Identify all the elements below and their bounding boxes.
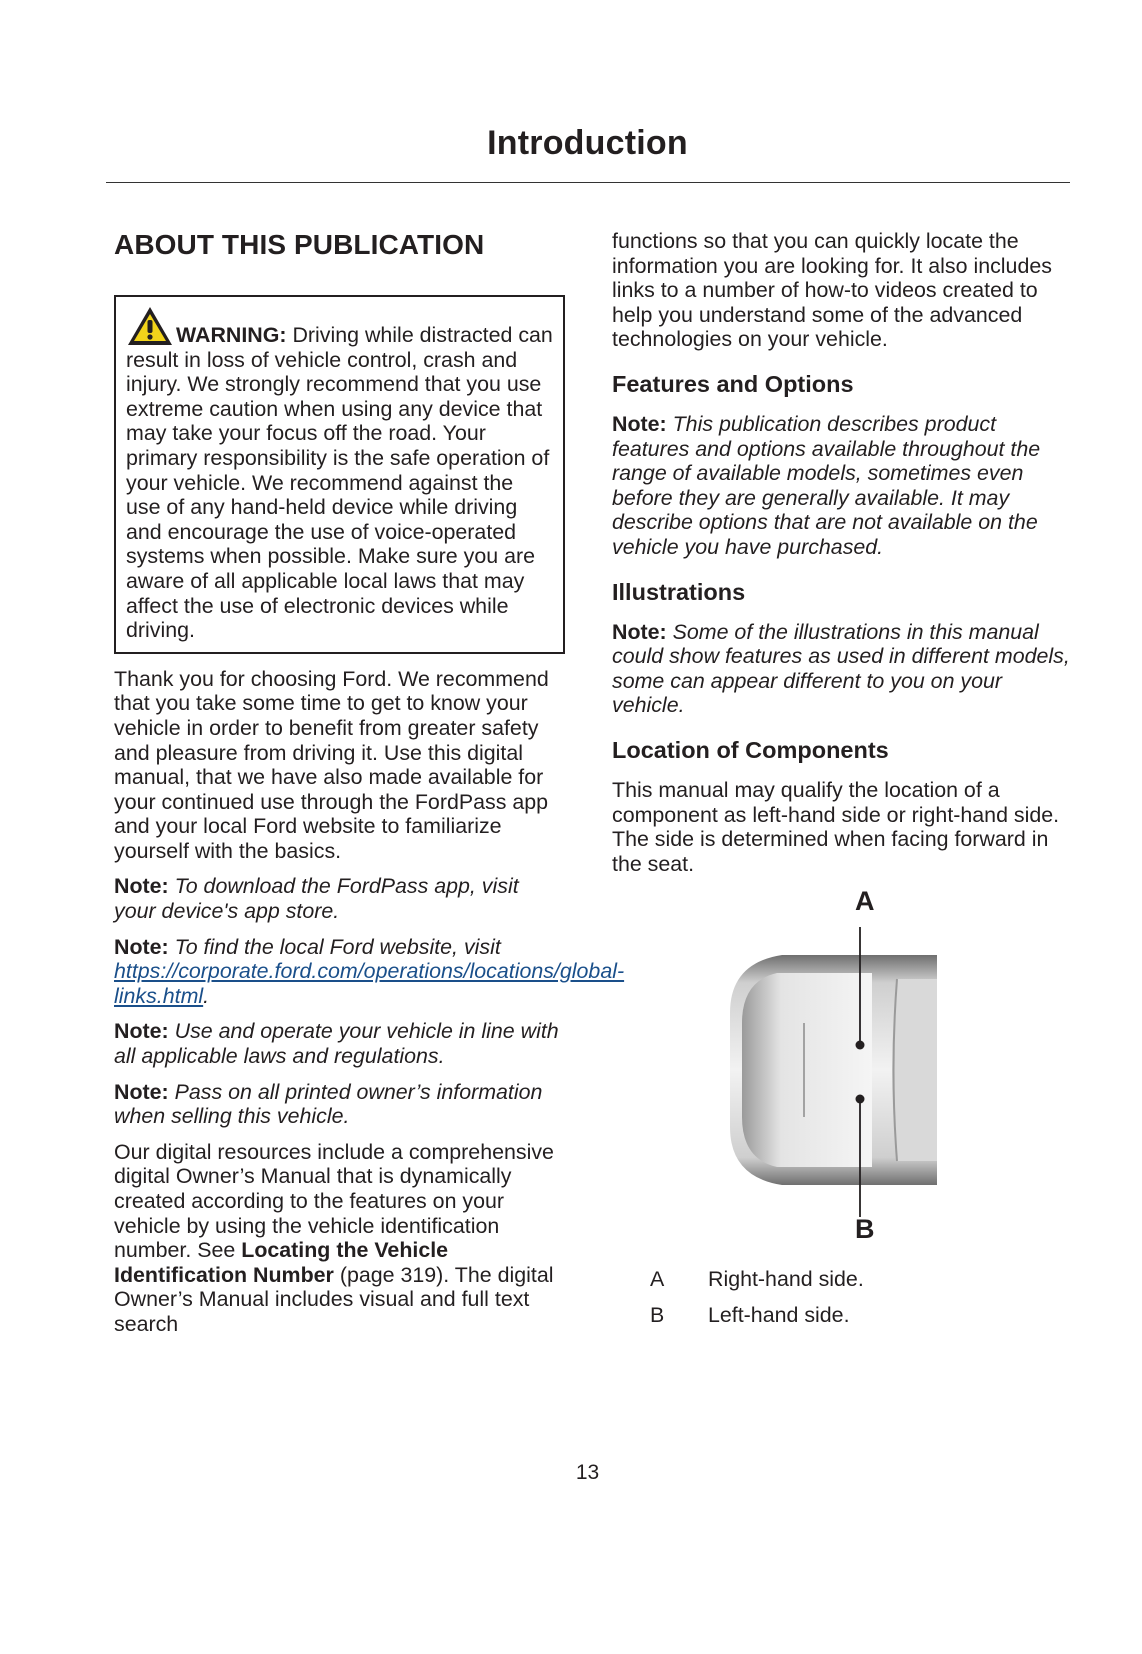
ford-website-link[interactable]: https://corporate.ford.com/operations/locations/global-links.html: [114, 959, 625, 1008]
note-text: Use and operate your vehicle in line with all applicable laws and regulations.: [114, 1019, 559, 1069]
figure-legend: [612, 1267, 1072, 1327]
title-divider: [106, 182, 1070, 183]
note-laws: [114, 1019, 566, 1068]
vin-cross-reference[interactable]: Locating the Vehicle Identification Number: [114, 1238, 449, 1287]
car-side-figure: [612, 887, 1072, 1257]
note-text: To download the FordPass app, visit your device's app store.: [114, 874, 519, 924]
location-paragraph: This manual may qualify the location of a component as left-hand side or right-hand side. The side is determined when facing forward in the seat.: [612, 777, 1060, 876]
note-text-end: .: [203, 983, 210, 1008]
legend-row: [612, 1267, 1072, 1292]
note-text: This publication describes product features and options available throughout the range of available models, sometimes even before they are generally available. It may describe options that are not available on the vehicle you have purchased.: [612, 411, 1041, 559]
note-text: Some of the illustrations in this manual could show features as used in different models, some can appear different to you on your vehicle.: [612, 619, 1070, 718]
legend-value: Right-hand side.: [708, 1267, 864, 1292]
note-fordpass: [114, 874, 566, 923]
note-label: Note:: [114, 1079, 169, 1104]
intro-paragraph: Thank you for choosing Ford. We recommend that you take some time to get to know your vehicle in order to benefit from greater safety and pleasure from driving it. Use this digital manual, that we have also made available for your continued use through the FordPass app and your local Ford website to familiarize yourself with the basics.: [114, 666, 549, 863]
legend-key: A: [650, 1267, 665, 1292]
note-text: To find the local Ford website, visit: [168, 934, 501, 959]
figure-label-a: A: [855, 886, 875, 917]
digital-resources-paragraph: [114, 1140, 566, 1337]
figure-label-b: B: [855, 1214, 875, 1245]
note-label: Note:: [612, 411, 667, 436]
note-text: Pass on all printed owner’s information when selling this vehicle.: [114, 1079, 543, 1129]
right-column: [612, 229, 1072, 1338]
legend-key: B: [650, 1302, 665, 1327]
paragraph-text-end: The digital Owner’s Manual includes visual and full text search: [114, 1262, 554, 1336]
left-column: [114, 228, 625, 1348]
note-label: Note:: [114, 874, 169, 899]
warning-triangle-icon: [126, 305, 174, 347]
legend-row: [612, 1303, 1072, 1328]
section-title: ABOUT THIS PUBLICATION: [114, 229, 485, 260]
heading-illustrations: Illustrations: [612, 578, 746, 605]
page-number: 13: [575, 1461, 600, 1484]
paragraph-text: Our digital resources include a comprehensive digital Owner’s Manual that is dynamically created according to the features on your vehicle by using the vehicle identification number. See: [114, 1139, 554, 1263]
note-illustrations: [612, 620, 1072, 718]
legend-value: Left-hand side.: [708, 1302, 850, 1327]
car-top-view-icon: [722, 927, 962, 1217]
note-features: [612, 412, 1072, 560]
note-label: Note:: [114, 1019, 169, 1044]
warning-text: Driving while distracted can result in loss of vehicle control, crash and injury. We strongly recommend that you use extreme caution when using any device that may take your focus off the road. Your primary responsibility is the safe operation of your vehicle. We recommend against the use of any hand-held device while driving and encourage the use of voice-operated systems when possible. Make sure you are aware of all applicable local laws that may affect the use of electronic devices while driving.: [126, 323, 553, 643]
warning-box: [114, 295, 565, 654]
heading-features-options: Features and Options: [612, 370, 854, 397]
warning-label: WARNING:: [176, 323, 287, 347]
note-label: Note:: [612, 619, 667, 644]
note-pass-on: [114, 1080, 566, 1129]
heading-location-components: Location of Components: [612, 736, 889, 763]
note-website: [114, 934, 625, 1009]
note-label: Note:: [114, 934, 169, 959]
page-title: Introduction: [487, 124, 688, 162]
page-reference: (page 319).: [333, 1262, 450, 1287]
continued-paragraph: functions so that you can quickly locate the information you are looking for. It also includes links to a number of how-to videos created to help you understand some of the advanced technologies on your vehicle.: [612, 229, 1052, 352]
